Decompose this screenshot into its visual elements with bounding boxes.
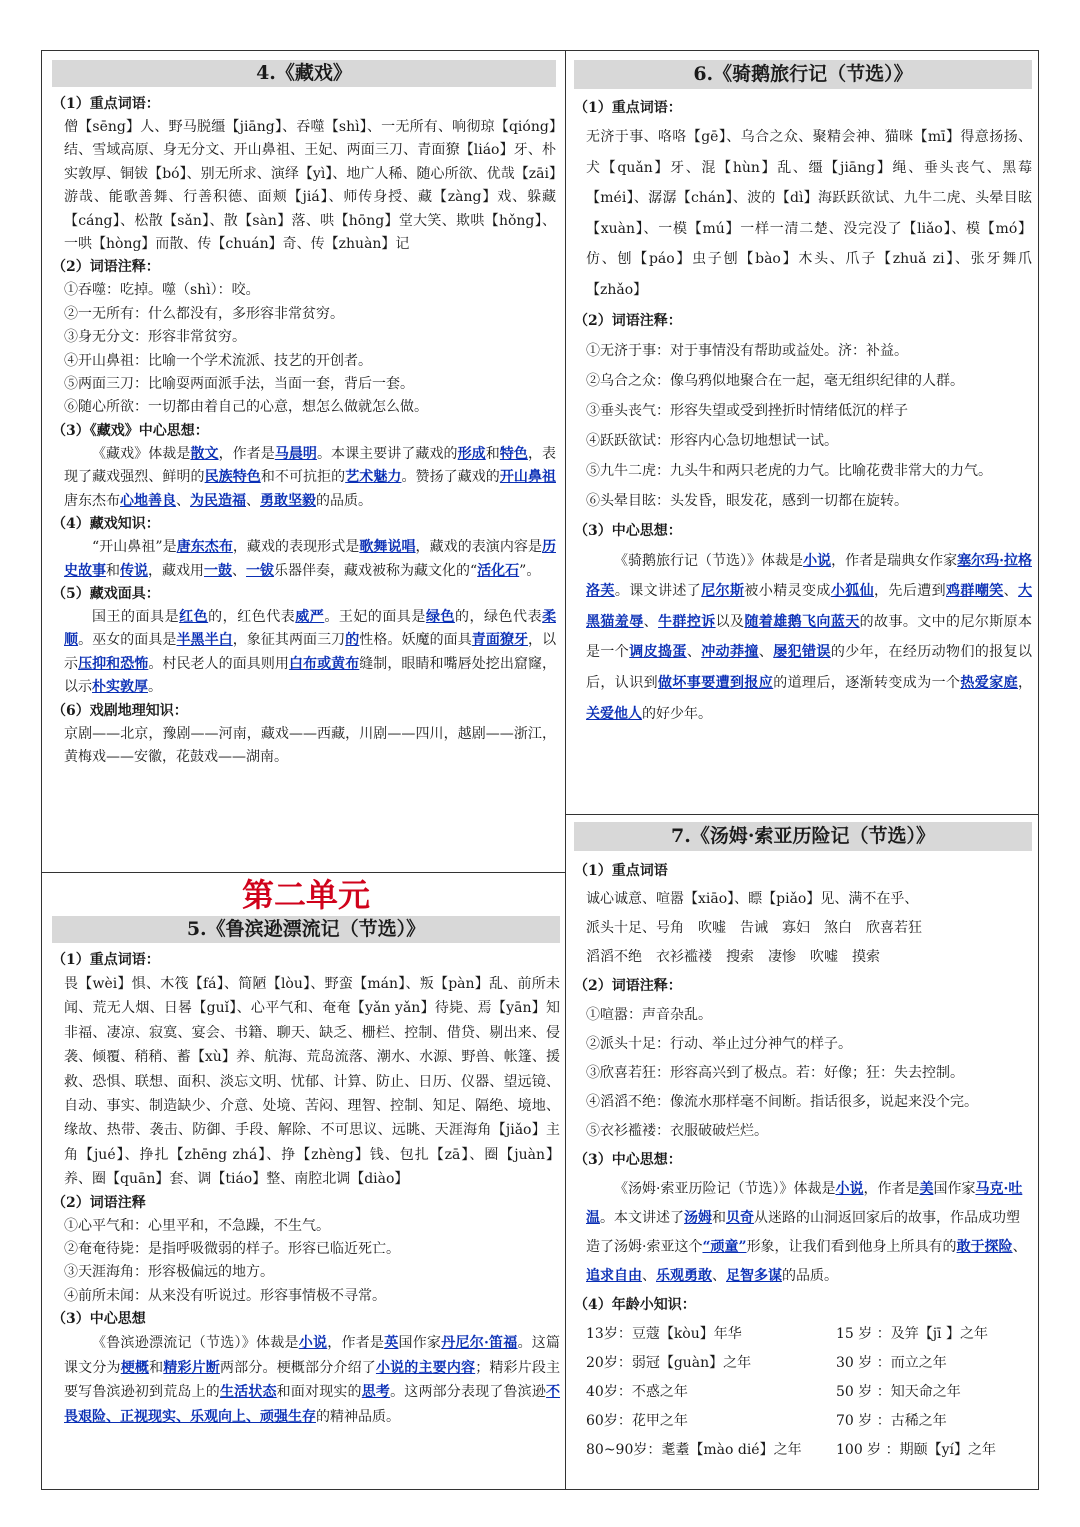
keyword: 美	[919, 1181, 934, 1197]
text-run: 、	[1012, 1239, 1027, 1255]
keyword: 调皮捣蛋	[629, 644, 687, 661]
lesson-4-title: 4.《藏戏》	[52, 60, 556, 87]
text-run: 的好少年。	[642, 705, 712, 722]
keyword: 随着雄鹅飞向蓝天	[744, 613, 860, 630]
text-run: 的少年，在经历动物们的报复以后，认识到	[586, 644, 1032, 691]
text-run: 的，红色代表	[208, 608, 296, 625]
text-run: 国作家	[398, 1335, 442, 1352]
notes-heading: （2）词语注释：	[574, 312, 682, 329]
unit-title: 第二单元	[241, 876, 370, 914]
text-run: ，藏戏的表演内容是	[415, 539, 543, 556]
text-run: 《骑鹅旅行记（节选）》体裁是	[614, 552, 804, 569]
keyword: 的	[345, 632, 360, 649]
list-line: 滔滔不绝 衣衫褴褛 搜索 凄惨 吹嘘 摸索	[586, 949, 880, 965]
keyword: 乐观勇敢	[656, 1268, 712, 1284]
notes-heading: （2）词语注释：	[52, 259, 160, 276]
keyword: 传说	[120, 562, 148, 579]
keyword: 朴实敦厚	[92, 679, 148, 696]
text-run: ，先后遭到	[874, 583, 947, 600]
geography-heading: （6）戏剧地理知识：	[52, 702, 188, 719]
text-run: 唐东杰布	[64, 492, 120, 509]
list-line: ②一无所有：什么都没有，多形容非常贫穷。	[64, 305, 344, 322]
keyword: 一钹	[246, 562, 274, 579]
notes-heading: （2）词语注释：	[574, 978, 682, 994]
keyword: 白布或黄布	[288, 655, 360, 672]
text-run: 、	[176, 492, 190, 509]
keyword: 勇敢坚毅	[260, 492, 316, 509]
text-run: 、	[758, 644, 774, 661]
keyword: 柔顺	[64, 608, 556, 649]
keyword: 为民造福	[190, 492, 246, 509]
keyword: 历史故事	[64, 539, 556, 579]
text-run: 从迷路的山洞返回家后的故事，作品成功塑造了汤姆·索亚这个	[586, 1210, 1020, 1255]
key-words-heading: （1）重点词语：	[574, 100, 682, 116]
text-run: ，藏戏的表现形式是	[232, 539, 360, 556]
list-line: ⑤衣衫褴褛：衣服破破烂烂。	[586, 1123, 768, 1139]
column-divider	[565, 50, 566, 1490]
age-item: 80~90岁：耄耋【mào dié】之年	[586, 1442, 802, 1458]
lesson-6-panel	[574, 60, 1032, 810]
list-line: ⑥头晕目眩：头发昏，眼发花，感到一切都在旋转。	[586, 492, 908, 509]
keyword: 精彩片断	[163, 1359, 220, 1376]
notes-heading: （2）词语注释	[52, 1194, 146, 1211]
keyword: 足智多谋	[726, 1268, 782, 1284]
notes-list	[574, 1001, 1032, 1146]
list-line: ②奄奄待毙：是指呼吸微弱的样子。形容已临近死亡。	[64, 1241, 400, 1258]
text-run: 、	[246, 492, 260, 509]
keyword: 英	[384, 1335, 399, 1352]
list-line: ④前所未闻：从来没有听说过。形容事情极不寻常。	[64, 1287, 386, 1304]
list-line: ①心平气和：心里平和，不急躁，不生气。	[64, 1217, 330, 1234]
text-run: 。本课主要讲了藏戏的	[317, 445, 458, 462]
list-line: ⑤两面三刀：比喻耍两面派手法，当面一套，背后一套。	[64, 376, 414, 393]
divider-right	[565, 814, 1039, 815]
age-item: 40岁：不惑之年	[586, 1384, 688, 1400]
text-run: 和	[712, 1210, 726, 1226]
keyword: 追求自由	[586, 1268, 642, 1284]
keyword: 马克·吐温	[586, 1181, 1023, 1226]
key-words: 僧【sēng】人、野马脱缰【jiāng】、吞噬【shì】、一无所有、响彻琼【qióng】结、雪域高原、身无分文、开山鼻祖、王妃、两面三刀、青面獠【liáo】牙、朴实敦厚、铜钹【bó】、别无所求、演绎【yì】、地广人稀、随心所欲、优哉【zāi】游哉、能歌善舞、行善积德、面颊【jiá】、师传身授、藏【zàng】戏、躲藏【cáng】、松散【sǎn】、散【sàn】落、哄【hōng】堂大笑、欺哄【hǒng】、一哄【hòng】而散、传【chuán】奇、传【zhuàn】记	[64, 119, 556, 253]
text-run: 以及	[715, 613, 745, 630]
text-run: ，作者是	[327, 1335, 385, 1352]
keyword: 歌舞说唱	[359, 539, 416, 556]
text-run: 被小精灵变成	[744, 583, 831, 600]
text-run: 。	[148, 679, 162, 696]
text-run: 的故事。文中的尼尔斯原本是一个	[586, 613, 1032, 661]
keyword: 小说	[835, 1181, 864, 1197]
keyword: 塞尔玛·拉格洛芙	[586, 552, 1032, 600]
theme-paragraph	[64, 1331, 560, 1429]
keyword: 汤姆	[684, 1210, 712, 1226]
text-run: 性格。妖魔的面具	[359, 632, 472, 649]
keyword: 散文	[190, 445, 219, 462]
keyword: 生活状态	[219, 1384, 277, 1401]
list-line: ④跃跃欲试：形容内心急切地想试一试。	[586, 432, 838, 449]
age-item: 70 岁 ：古稀之年	[836, 1413, 947, 1429]
text-run: ”。	[519, 562, 541, 579]
text-run: 。巫女的面具是	[78, 632, 177, 649]
keyword: 小说	[803, 552, 832, 569]
keyword: 绿色	[425, 608, 455, 625]
text-run: 《鲁滨逊漂流记（节选）》体裁是	[92, 1335, 299, 1352]
text-run: ，作者是	[863, 1181, 920, 1197]
list-line: 诚心诚意、喧嚣【xiāo】、瞟【piǎo】见、满不在乎、	[586, 891, 919, 907]
geography-paragraph: 京剧——北京，豫剧——河南，藏戏——西藏，川剧——四川，越剧——浙江，黄梅戏——安徽，花鼓戏——湖南。	[64, 725, 556, 765]
keyword: 青面獠牙	[471, 632, 529, 649]
notes-list	[52, 1215, 560, 1309]
keyword: 马晨明	[274, 445, 317, 462]
keyword: 特色	[499, 445, 528, 462]
keyword: 小说	[298, 1335, 328, 1352]
list-line: ②乌合之众：像乌鸦似地聚合在一起，毫无组织纪律的人群。	[586, 372, 964, 389]
text-run: 和面对现实的	[276, 1384, 362, 1401]
keyword: 贝奇	[726, 1210, 754, 1226]
keyword: 鸡群嘲笑	[946, 583, 1004, 600]
list-line: ②派头十足：行动、举止过分神气的样子。	[586, 1036, 852, 1052]
keyword: 敢于探险	[956, 1239, 1013, 1255]
text-run: 的品质。	[316, 492, 372, 509]
list-line: ③欣喜若狂：形容高兴到了极点。若：好像；狂：失去控制。	[586, 1065, 964, 1081]
age-item: 13岁：豆蔻【kòu】年华	[586, 1326, 742, 1342]
text-run: 。这两部分表现了鲁滨逊	[390, 1384, 547, 1401]
text-run: 国王的面具是	[92, 608, 180, 625]
list-line: ①吞噬：吃掉。噬（shì）：咬。	[64, 282, 260, 299]
knowledge-paragraph	[64, 536, 556, 583]
text-run: ，作者是	[218, 445, 275, 462]
knowledge-heading: （4）藏戏知识：	[52, 516, 160, 533]
keyword: 尼尔斯	[701, 583, 745, 600]
text-run: 和	[106, 562, 120, 579]
age-table	[586, 1320, 1032, 1465]
list-line: ⑥随心所欲：一切都由着自己的心意，想怎么做就怎么做。	[64, 399, 428, 416]
text-run: 形象，让我们看到他身上所具有的	[746, 1239, 957, 1255]
list-line: ③身无分文：形容非常贫穷。	[64, 329, 246, 346]
key-words-heading: （1）重点词语：	[52, 96, 160, 112]
lesson-6-title: 6.《骑鹅旅行记（节选）》	[574, 60, 1032, 89]
keyword: 做坏事要遭到报应	[658, 674, 774, 691]
keyword: 一鼓	[204, 562, 232, 579]
mask-paragraph	[64, 606, 556, 700]
theme-heading: （3）中心思想	[52, 1311, 146, 1328]
text-run: 的，绿色代表	[454, 608, 543, 625]
age-item: 15 岁 ：及笄【jī 】之年	[836, 1326, 988, 1342]
list-line: ③垂头丧气：形容失望或受到挫折时情绪低沉的样子	[586, 402, 908, 419]
keyword: 压抑和恐怖	[78, 655, 149, 672]
keyword: 威严	[295, 608, 325, 625]
key-words	[574, 885, 1032, 972]
text-run: 和	[149, 1359, 164, 1376]
keyword: 屡犯错误	[773, 644, 831, 661]
text-run: ，作者是瑞典女作家	[831, 552, 958, 569]
list-line: ③天涯海角：形容极偏远的地方。	[64, 1264, 274, 1281]
keyword: 牛群控诉	[658, 613, 716, 630]
text-run: 、	[642, 1268, 656, 1284]
text-run: ，象征其两面三刀	[232, 632, 346, 649]
text-run: 。这篇课文分为	[64, 1335, 560, 1376]
list-line: ①无济于事：对于事情没有帮助或益处。济：补益。	[586, 342, 908, 359]
text-run: ；精彩片段主要写鲁滨逊初到荒岛上的	[64, 1359, 560, 1401]
text-run: 、	[643, 613, 659, 630]
text-run: ，	[1018, 674, 1032, 691]
keyword: 思考	[361, 1384, 391, 1401]
keyword: 红色	[179, 608, 209, 625]
list-line: 派头十足、号角 吹嘘 告诫 寡妇 煞白 欣喜若狂	[586, 920, 922, 936]
keyword: 活化石	[477, 562, 520, 579]
notes-list	[52, 279, 556, 419]
text-run: 的精神品质。	[316, 1408, 400, 1425]
keyword: 冲动莽撞	[701, 644, 759, 661]
text-run: 、	[232, 562, 246, 579]
keyword: “顽童”	[702, 1239, 747, 1255]
age-item: 100 岁 ：期颐【yí】之年	[836, 1442, 997, 1458]
text-run: 和	[485, 445, 500, 462]
keyword: 唐东杰布	[176, 539, 233, 556]
lesson-7-title: 7.《汤姆·索亚历险记（节选）》	[574, 822, 1032, 851]
divider-left	[41, 872, 565, 873]
theme-paragraph	[64, 443, 556, 513]
text-run: 缝制，眼睛和嘴唇处挖出窟窿，以示	[64, 655, 556, 696]
key-words-heading: （1）重点词语	[574, 863, 668, 879]
keyword: 不畏艰险、正视现实、乐观向上、顽强生存	[64, 1384, 560, 1425]
text-run: 。本文讲述了	[600, 1210, 684, 1226]
keyword: 艺术魅力	[345, 469, 402, 486]
mask-heading: （5）藏戏面具：	[52, 585, 160, 602]
keyword: 形成	[457, 445, 486, 462]
keyword: 心地善良	[120, 492, 176, 509]
text-run: 国作家	[933, 1181, 976, 1197]
age-item: 20岁：弱冠【guàn】之年	[586, 1355, 752, 1371]
text-run: 的品质。	[782, 1268, 838, 1284]
text-run: 、	[712, 1268, 726, 1284]
theme-heading: （3）中心思想：	[574, 522, 682, 539]
list-line: ④开山鼻祖：比喻一个学术流派、技艺的开创者。	[64, 352, 372, 369]
list-line: ①喧嚣：声音杂乱。	[586, 1007, 712, 1023]
keyword: 丹尼尔·笛福	[441, 1335, 518, 1352]
text-run: 《藏戏》体裁是	[92, 445, 191, 462]
text-run: ，藏戏用	[148, 562, 204, 579]
text-run: 的道理后，逐渐转变成为一个	[773, 674, 961, 691]
keyword: 半黑半白	[176, 632, 233, 649]
text-run: 。课文讲述了	[614, 583, 702, 600]
text-run: 乐器伴奏，藏戏被称为藏文化的“	[274, 562, 478, 579]
text-run: “开山鼻祖”是	[92, 539, 177, 556]
lesson-5-title: 5.《鲁滨逊漂流记（节选）》	[52, 916, 560, 943]
lesson-4-panel	[52, 60, 556, 868]
keyword: 小狐仙	[830, 583, 875, 600]
key-words-heading: （1）重点词语：	[52, 952, 160, 968]
key-words: 无济于事、咯咯【gē】、乌合之众、聚精会神、猫咪【mī】得意扬扬、犬【quǎn】牙、混【hùn】乱、缰【jiāng】绳、垂头丧气、黑莓【méi】、潺潺【chán】、波的【dì】海跃跃欲试、九牛二虎、头晕目眩【xuàn】、一模【mú】一样一清二楚、没完没了【liǎo】、模【mó】仿、刨【páo】虫子刨【bào】木头、爪子【zhuǎ zi】、张牙舞爪【zhǎo】	[586, 129, 1032, 298]
text-run: 、	[686, 644, 702, 661]
text-run: 。村民老人的面具则用	[148, 655, 289, 672]
age-item: 50 岁 ：知天命之年	[836, 1384, 961, 1400]
age-item: 60岁：花甲之年	[586, 1413, 688, 1429]
list-line: ④滔滔不绝：像流水那样毫不间断。指话很多，说起来没个完。	[586, 1094, 978, 1110]
key-words: 畏【wèi】惧、木筏【fá】、简陋【lòu】、野蛮【mán】、叛【pàn】乱、前所未闻、荒无人烟、日晷【guǐ】、心平气和、奄奄【yǎn yǎn】待毙、焉【yān】知非福、凄凉、寂寞、宴会、书籍、聊天、缺乏、栅栏、控制、借贷、剔出来、侵袭、倾覆、稍稍、蓄【xù】养、航海、荒岛流落、潮水、水源、野兽、帐篷、援救、恐惧、联想、面积、淡忘文明、忧郁、计算、防止、日历、仪器、望远镜、自动、事实、制造缺少、介意、处境、苦闷、理智、控制、知足、隔绝、境地、缘故、热带、袭击、防御、手段、解除、不可思议、远眺、天涯海角【jiǎo】主角【jué】、挣扎【zhēng zhá】、挣【zhèng】钱、包扎【zā】、圈【juàn】养、圈【quān】套、调【tiáo】整、南腔北调【diào】	[64, 976, 560, 1188]
lesson-5-panel	[52, 876, 560, 1484]
keyword: 热爱家庭	[960, 674, 1019, 691]
keyword: 民族特色	[204, 469, 261, 486]
text-run: 《汤姆·索亚历险记（节选）》体裁是	[614, 1181, 836, 1197]
text-run: ，以示	[64, 632, 556, 672]
age-item: 30 岁 ：而立之年	[836, 1355, 947, 1371]
keyword: 关爱他人	[586, 705, 642, 722]
text-run: ，表现了藏戏强烈、鲜明的	[64, 445, 556, 486]
age-heading: （4）年龄小知识：	[574, 1297, 696, 1313]
theme-paragraph	[586, 546, 1032, 730]
keyword: 大黑猫羞辱	[586, 583, 1032, 630]
keyword: 梗概	[120, 1359, 150, 1376]
theme-paragraph	[586, 1175, 1032, 1291]
theme-heading: （3）《藏戏》中心思想：	[52, 422, 209, 439]
list-line: ⑤九牛二虎：九头牛和两只老虎的力气。比喻花费非常大的力气。	[586, 462, 992, 479]
keyword: 小说的主要内容	[375, 1359, 476, 1376]
lesson-7-panel	[574, 822, 1032, 1486]
text-run: 两部分。梗概部分介绍了	[219, 1359, 376, 1376]
notes-list	[574, 336, 1032, 516]
text-run: 和不可抗拒的	[260, 469, 346, 486]
keyword: 开山鼻祖	[499, 469, 556, 486]
text-run: 。王妃的面具是	[324, 608, 426, 625]
text-run: 。赞扬了藏戏的	[401, 469, 500, 486]
theme-heading: （3）中心思想：	[574, 1152, 682, 1168]
text-run: 、	[1003, 583, 1019, 600]
